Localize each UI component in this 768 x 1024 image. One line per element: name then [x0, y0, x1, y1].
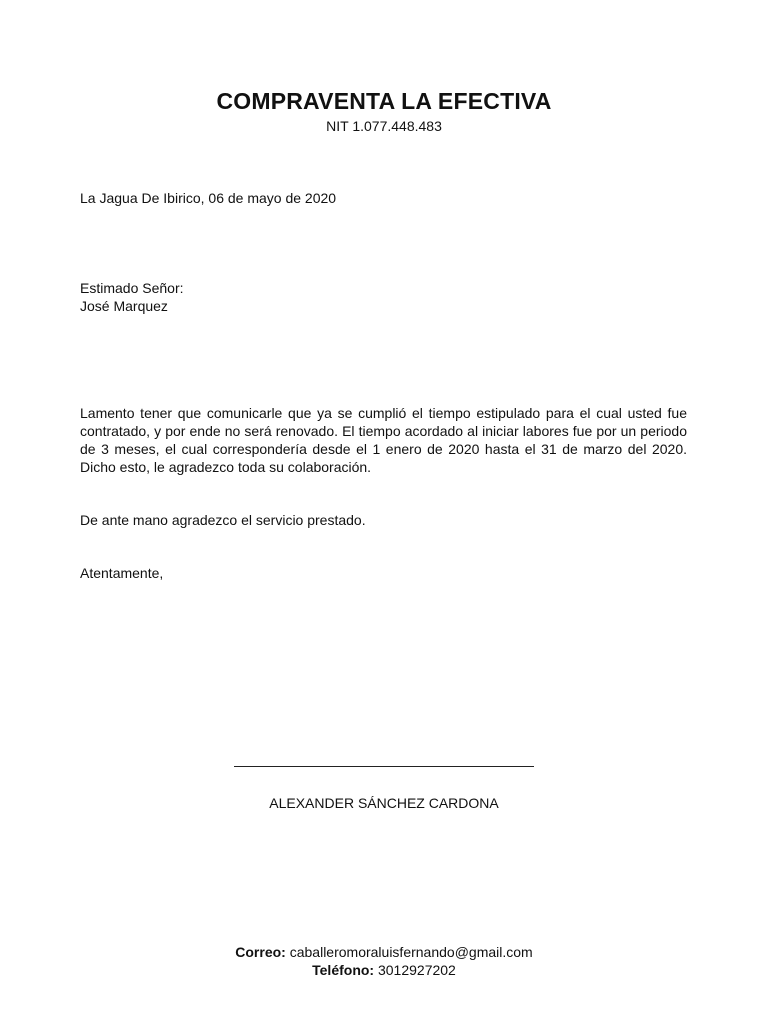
salutation: Estimado Señor: — [80, 280, 184, 296]
closing-line: Atentamente, — [80, 565, 164, 581]
letter-body: Lamento tener que comunicarle que ya se cumplió el tiempo estipulado para el cual usted fue contratado, y por ende no será renovado. El tiempo acordado al iniciar labores fue por un periodo de 3 meses, el cual correspondería desde el 1 enero de 2020 hasta el 31 de marzo del 2020. Dicho esto, le agradezco toda su colaboración. — [80, 405, 687, 475]
contact-email — [0, 943, 768, 961]
phone-label: Teléfono: — [312, 962, 375, 978]
email-label: Correo: — [235, 944, 286, 960]
signatory-name: ALEXANDER SÁNCHEZ CARDONA — [269, 795, 499, 811]
thanks-line: De ante mano agradezco el servicio prestado. — [80, 512, 366, 528]
phone-value: 3012927202 — [377, 962, 456, 978]
company-nit: NIT 1.077.448.483 — [326, 118, 442, 134]
email-value: caballeromoraluisfernando@gmail.com — [289, 944, 533, 960]
contact-phone — [0, 961, 768, 979]
company-title: COMPRAVENTA LA EFECTIVA — [216, 88, 552, 114]
signature-line — [234, 766, 534, 767]
place-date: La Jagua De Ibirico, 06 de mayo de 2020 — [80, 190, 337, 206]
recipient-name: José Marquez — [80, 298, 168, 314]
